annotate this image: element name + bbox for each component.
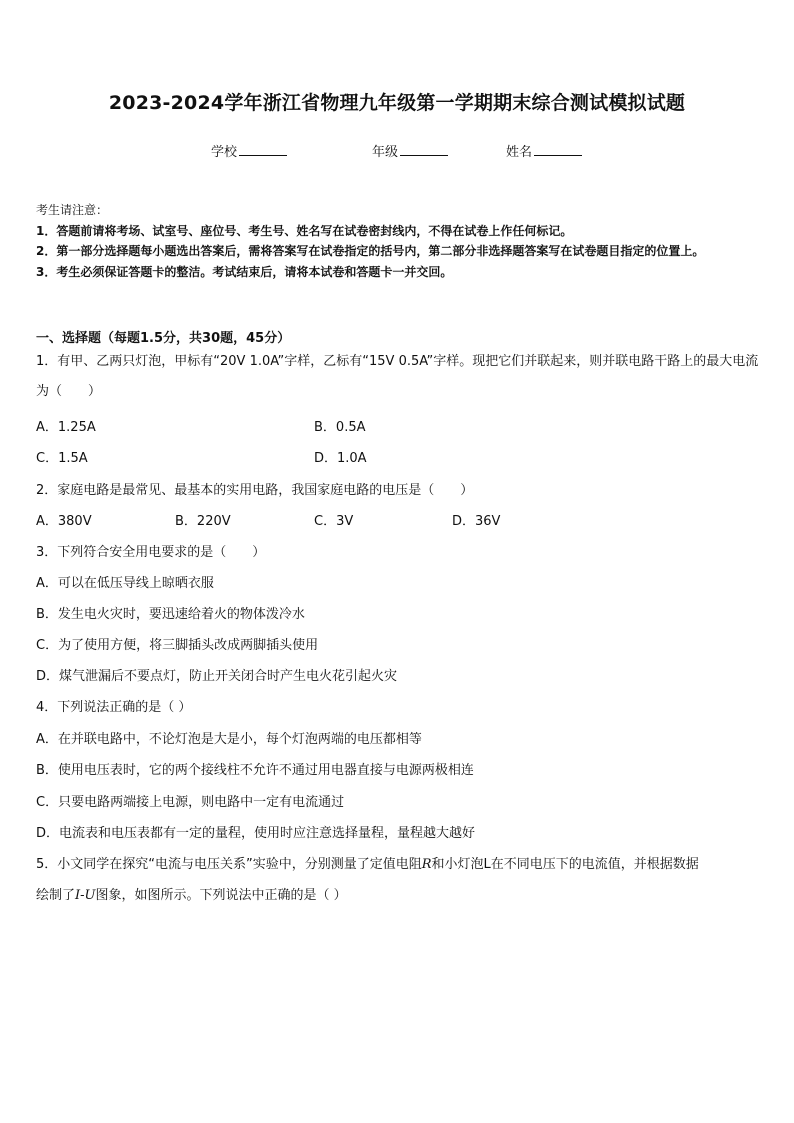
grade-field [372, 141, 448, 160]
question-5-stem-line1 [36, 853, 699, 872]
school-label: 学校 [211, 145, 238, 160]
notice-heading: 考生请注意： [36, 203, 109, 217]
q5-text: 5．小文同学在探究“电流与电压关系”实验中，分别测量了定值电阻 [36, 857, 422, 872]
school-field [211, 141, 287, 160]
notice-block [36, 200, 760, 282]
q4-option-b: B．使用电压表时，它的两个接线柱不允许不通过用电器直接与电源两极相连 [36, 763, 474, 778]
q3-option-c: C．为了使用方便，将三脚插头改成两脚插头使用 [36, 638, 319, 653]
grade-blank [400, 143, 448, 156]
name-field [506, 141, 582, 160]
q5-text: 图象，如图所示。下列说法中正确的是（ ） [95, 888, 347, 903]
q2-option-a: A．380V [36, 514, 92, 529]
student-info-row [0, 141, 794, 161]
q3-option-d: D．煤气泄漏后不要点灯，防止开关闭合时产生电火花引起火灾 [36, 669, 398, 684]
q1-option-c: C．1.5A [36, 451, 88, 466]
question-2-stem: 2．家庭电路是最常见、最基本的实用电路，我国家庭电路的电压是（ ） [36, 483, 474, 498]
section-title: 一、选择题（每题1.5分，共30题，45分） [36, 331, 291, 346]
q3-option-b: B．发生电火灾时，要迅速给着火的物体泼冷水 [36, 607, 305, 622]
exam-title: 2023-2024学年浙江省物理九年级第一学期期末综合测试模拟试题 [108, 92, 686, 114]
q1-option-a: A．1.25A [36, 420, 96, 435]
q2-option-b: B．220V [175, 514, 231, 529]
q4-option-c: C．只要电路两端接上电源，则电路中一定有电流通过 [36, 795, 345, 810]
q5-text: 绘制了 [36, 888, 76, 903]
name-label: 姓名 [506, 145, 533, 160]
question-4-stem: 4．下列说法正确的是（ ） [36, 700, 192, 715]
school-blank [239, 143, 287, 156]
name-blank [534, 143, 582, 156]
q2-option-c: C．3V [314, 514, 354, 529]
notice-item: 3．考生必须保证答题卡的整洁。考试结束后，请将本试卷和答题卡一并交回。 [36, 264, 453, 279]
notice-item: 1．答题前请将考场、试室号、座位号、考生号、姓名写在试卷密封线内，不得在试卷上作任何标记。 [36, 223, 573, 238]
question-1-stem: 1．有甲、乙两只灯泡，甲标有“20V 1.0A”字样，乙标有“15V 0.5A”字样。现把它们并联起来，则并联电路干路上的最大电流为（ ） [36, 354, 759, 399]
q5-symbol-iu: I-U [75, 888, 96, 903]
q3-option-a: A．可以在低压导线上晾晒衣服 [36, 576, 214, 591]
q5-symbol-r: R [421, 857, 432, 872]
q4-option-a: A．在并联电路中，不论灯泡是大是小，每个灯泡两端的电压都相等 [36, 732, 422, 747]
q2-option-d: D．36V [452, 514, 501, 529]
q1-option-d: D．1.0A [314, 451, 367, 466]
grade-label: 年级 [372, 145, 399, 160]
q4-option-d: D．电流表和电压表都有一定的量程，使用时应注意选择量程，量程越大越好 [36, 826, 476, 841]
question-3-stem: 3．下列符合安全用电要求的是（ ） [36, 545, 266, 560]
question-5-stem-line2 [36, 884, 347, 903]
q5-text: 和小灯泡L在不同电压下的电流值，并根据数据 [431, 857, 699, 872]
q1-option-b: B．0.5A [314, 420, 366, 435]
notice-item: 2．第一部分选择题每小题选出答案后，需将答案写在试卷指定的括号内，第二部分非选择题答案写在试卷题目指定的位置上。 [36, 244, 705, 258]
